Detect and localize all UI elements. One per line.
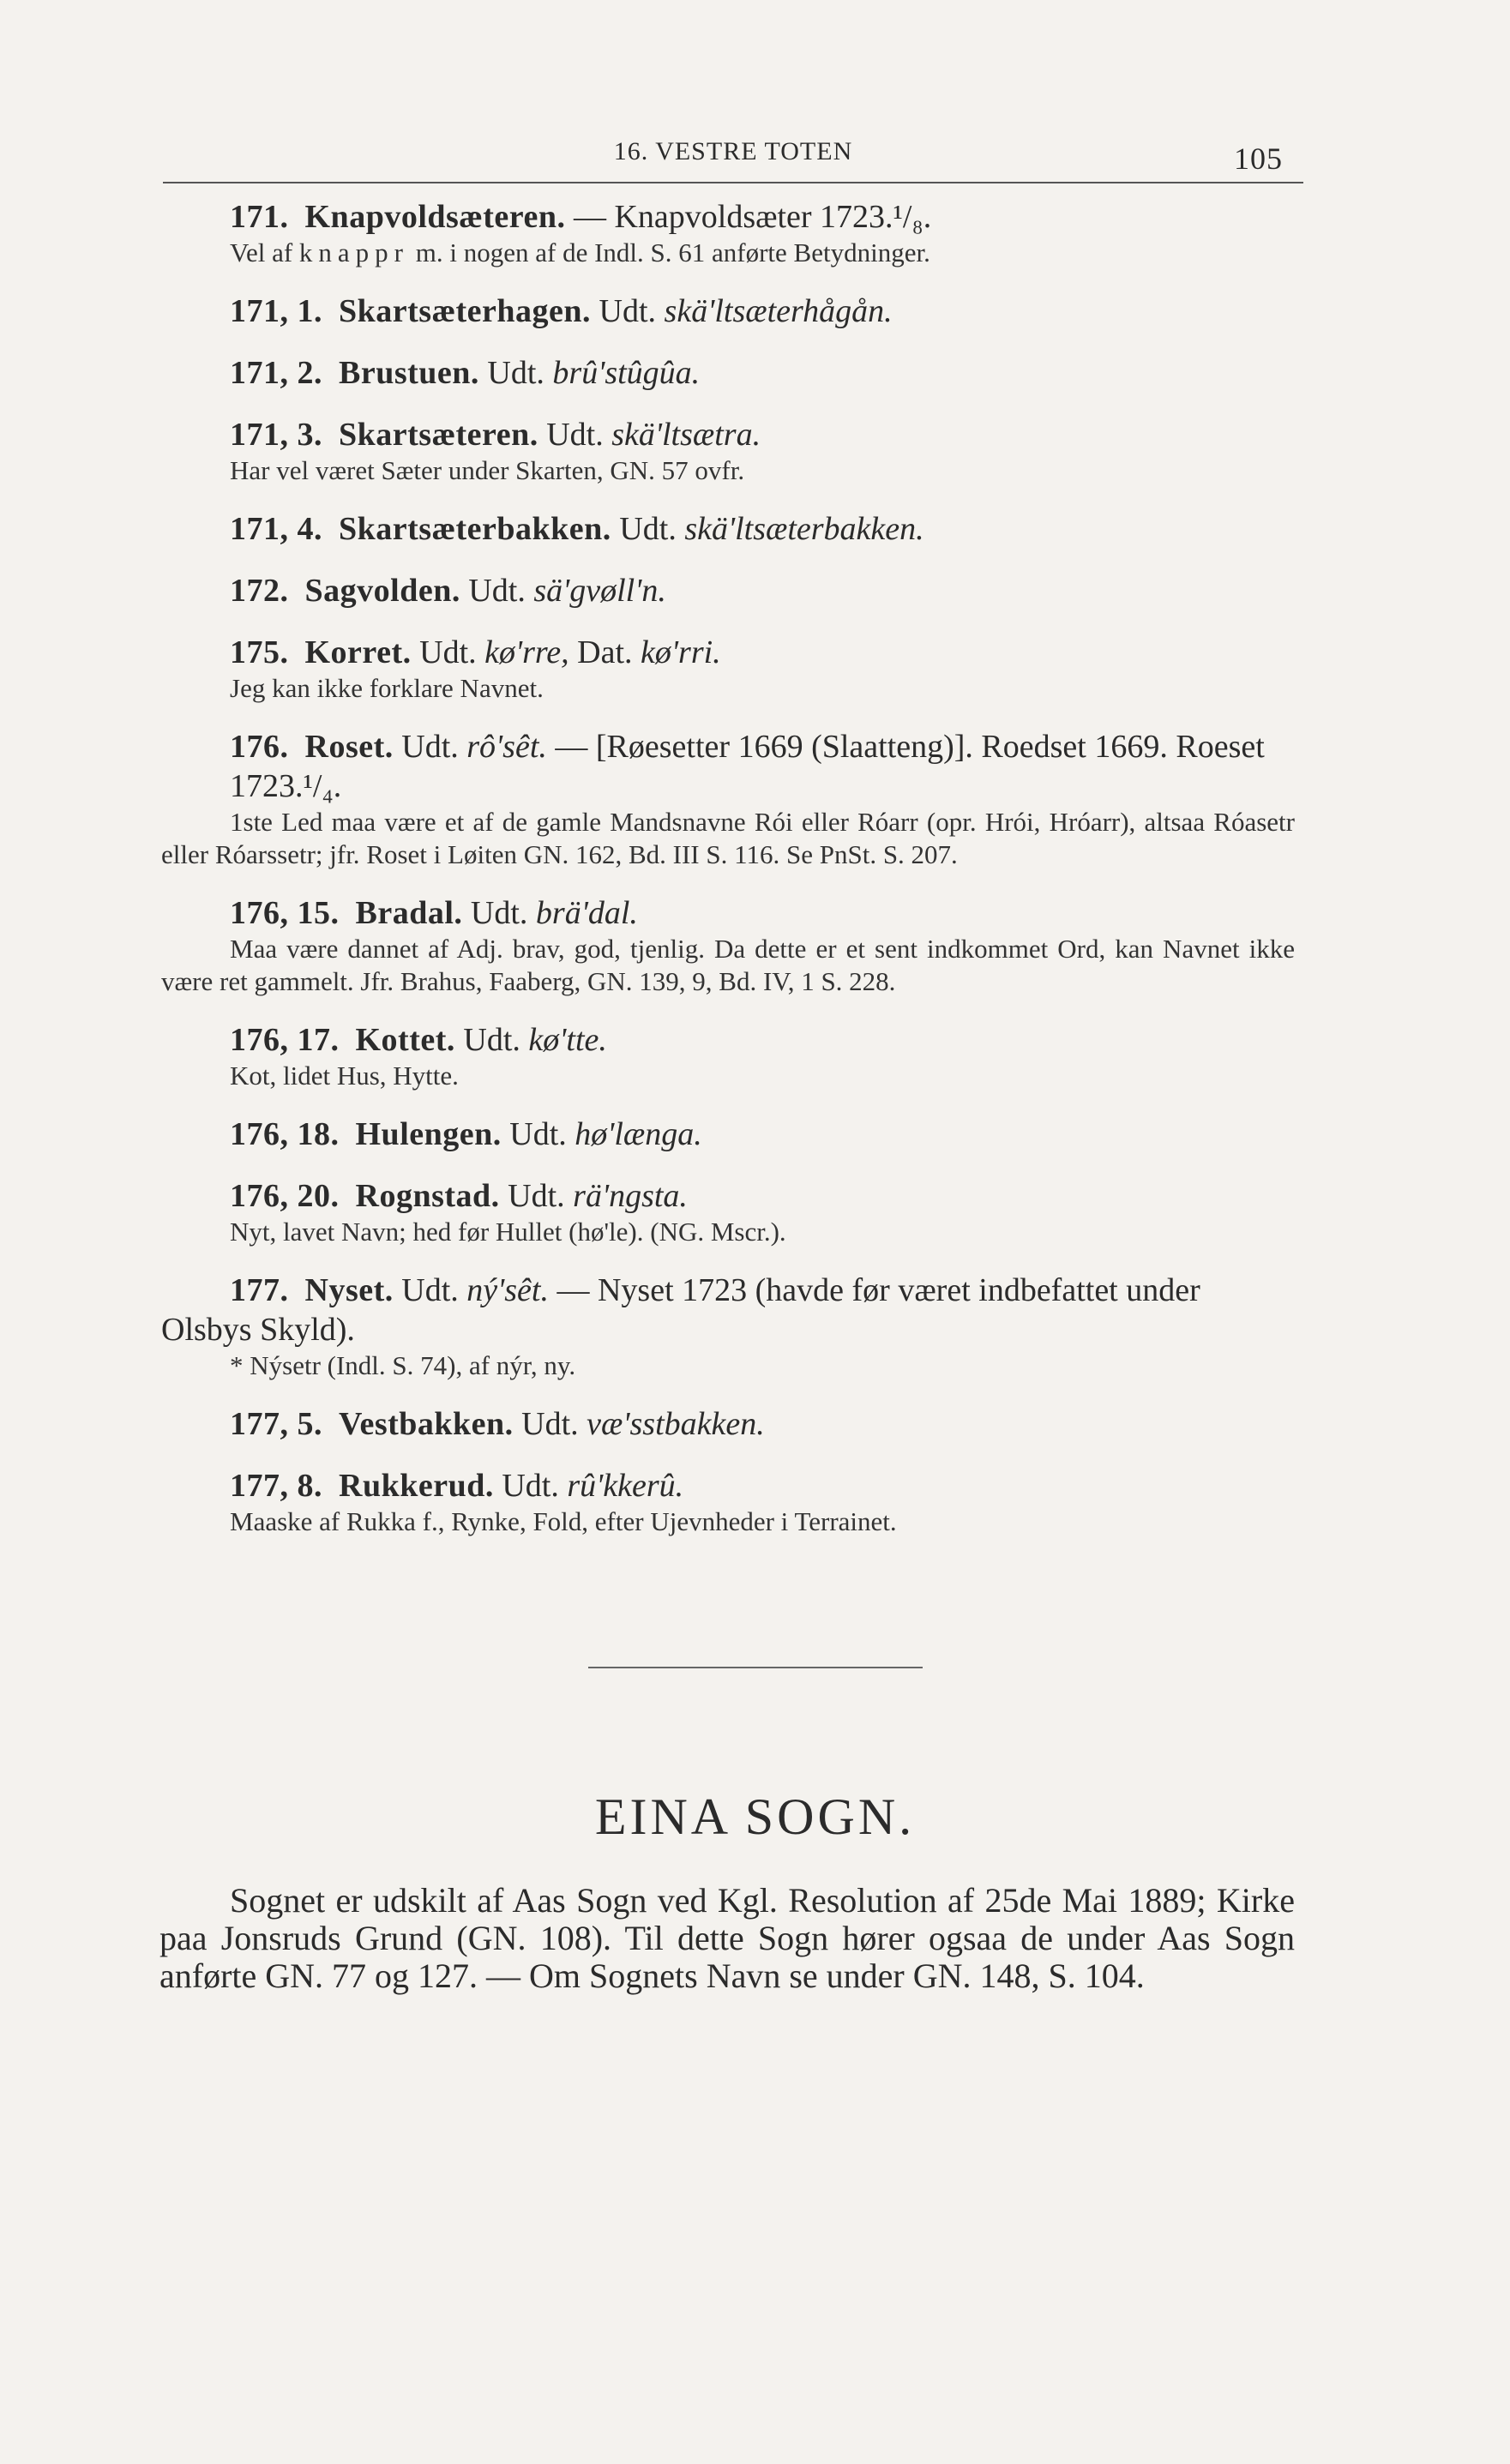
section-title: EINA SOGN. — [594, 1788, 916, 1845]
entry-172: 172. Sagvolden. Udt. sä'gvøll'n. — [230, 573, 666, 609]
note-176-20: Nyt, lavet Navn; hed før Hullet (hø'le). (NG. Mscr.). — [230, 1217, 786, 1247]
running-head: 16. VESTRE TOTEN — [613, 137, 853, 165]
entry-171-3: 171, 3. Skartsæteren. Udt. skä'ltsætra. — [230, 417, 761, 453]
page-number: 105 — [1234, 141, 1283, 176]
entries-body — [161, 197, 1295, 1538]
section-divider — [588, 1667, 923, 1668]
note-171-3: Har vel været Sæter under Skarten, GN. 57 ovfr. — [230, 455, 745, 485]
entry-176-20: 176, 20. Rognstad. Udt. rä'ngsta. — [230, 1178, 688, 1214]
entry-176: 176. Roset. Udt. rô'sêt. — [Røesetter 1669 (Slaatteng)]. Roedset 1669. Roeset 1723.¹/₄. — [230, 729, 1265, 804]
note-171: Vel af knappr m. i nogen af de Indl. S. 61 anførte Betydninger. — [230, 237, 930, 267]
entry-171-2: 171, 2. Brustuen. Udt. brû'stûgûa. — [230, 355, 701, 391]
section-intro: Sognet er udskilt af Aas Sogn ved Kgl. Resolution af 25de Mai 1889; Kirke paa Jonsruds Grund (GN. 108). Til dette Sogn hører ogsaa de under Aas Sogn anførte GN. 77 og 127. — Om Sognets Navn se under GN. 148, S. 104. — [159, 1881, 1295, 1995]
note-176: 1ste Led maa være et af de gamle Mandsnavne Rói eller Róarr (opr. Hrói, Hróarr), altsaa Róasetr eller Róarssetr; jfr. Roset i Løiten GN. 162, Bd. III S. 116. Se PnSt. S. 207. — [161, 807, 1295, 869]
entry-177-5: 177, 5. Vestbakken. Udt. væ'sstbakken. — [230, 1406, 765, 1442]
note-177-8: Maaske af Rukka f., Rynke, Fold, efter Ujevnheder i Terrainet. — [230, 1506, 897, 1536]
entry-171-4: 171, 4. Skartsæterbakken. Udt. skä'ltsæterbakken. — [230, 511, 924, 547]
page-header — [163, 137, 1303, 180]
entry-175: 175. Korret. Udt. kø'rre, Dat. kø'rri. — [230, 634, 721, 670]
note-176-15: Maa være dannet af Adj. brav, god, tjenlig. Da dette er et sent indkommet Ord, kan Navnet ikke være ret gammelt. Jfr. Brahus, Faaberg, GN. 139, 9, Bd. IV, 1 S. 228. — [161, 934, 1295, 996]
entry-176-15: 176, 15. Bradal. Udt. brä'dal. — [230, 895, 638, 931]
entry-176-18: 176, 18. Hulengen. Udt. hø'længa. — [230, 1116, 702, 1152]
note-177: * Nýsetr (Indl. S. 74), af nýr, ny. — [230, 1350, 576, 1380]
entry-177: 177. Nyset. Udt. ný'sêt. — Nyset 1723 (havde før været indbefattet under Olsbys Skyld). — [161, 1272, 1200, 1348]
entry-177-8: 177, 8. Rukkerud. Udt. rû'kkerû. — [230, 1468, 684, 1504]
entry-176-17: 176, 17. Kottet. Udt. kø'tte. — [230, 1022, 607, 1058]
entry-171: 171. Knapvoldsæteren. — Knapvoldsæter 1723.¹/₈. — [230, 199, 932, 235]
header-rule — [163, 182, 1303, 183]
entry-171-1: 171, 1. Skartsæterhagen. Udt. skä'ltsæterhågån. — [230, 293, 893, 329]
note-175: Jeg kan ikke forklare Navnet. — [230, 673, 544, 703]
note-176-17: Kot, lidet Hus, Hytte. — [230, 1061, 459, 1091]
